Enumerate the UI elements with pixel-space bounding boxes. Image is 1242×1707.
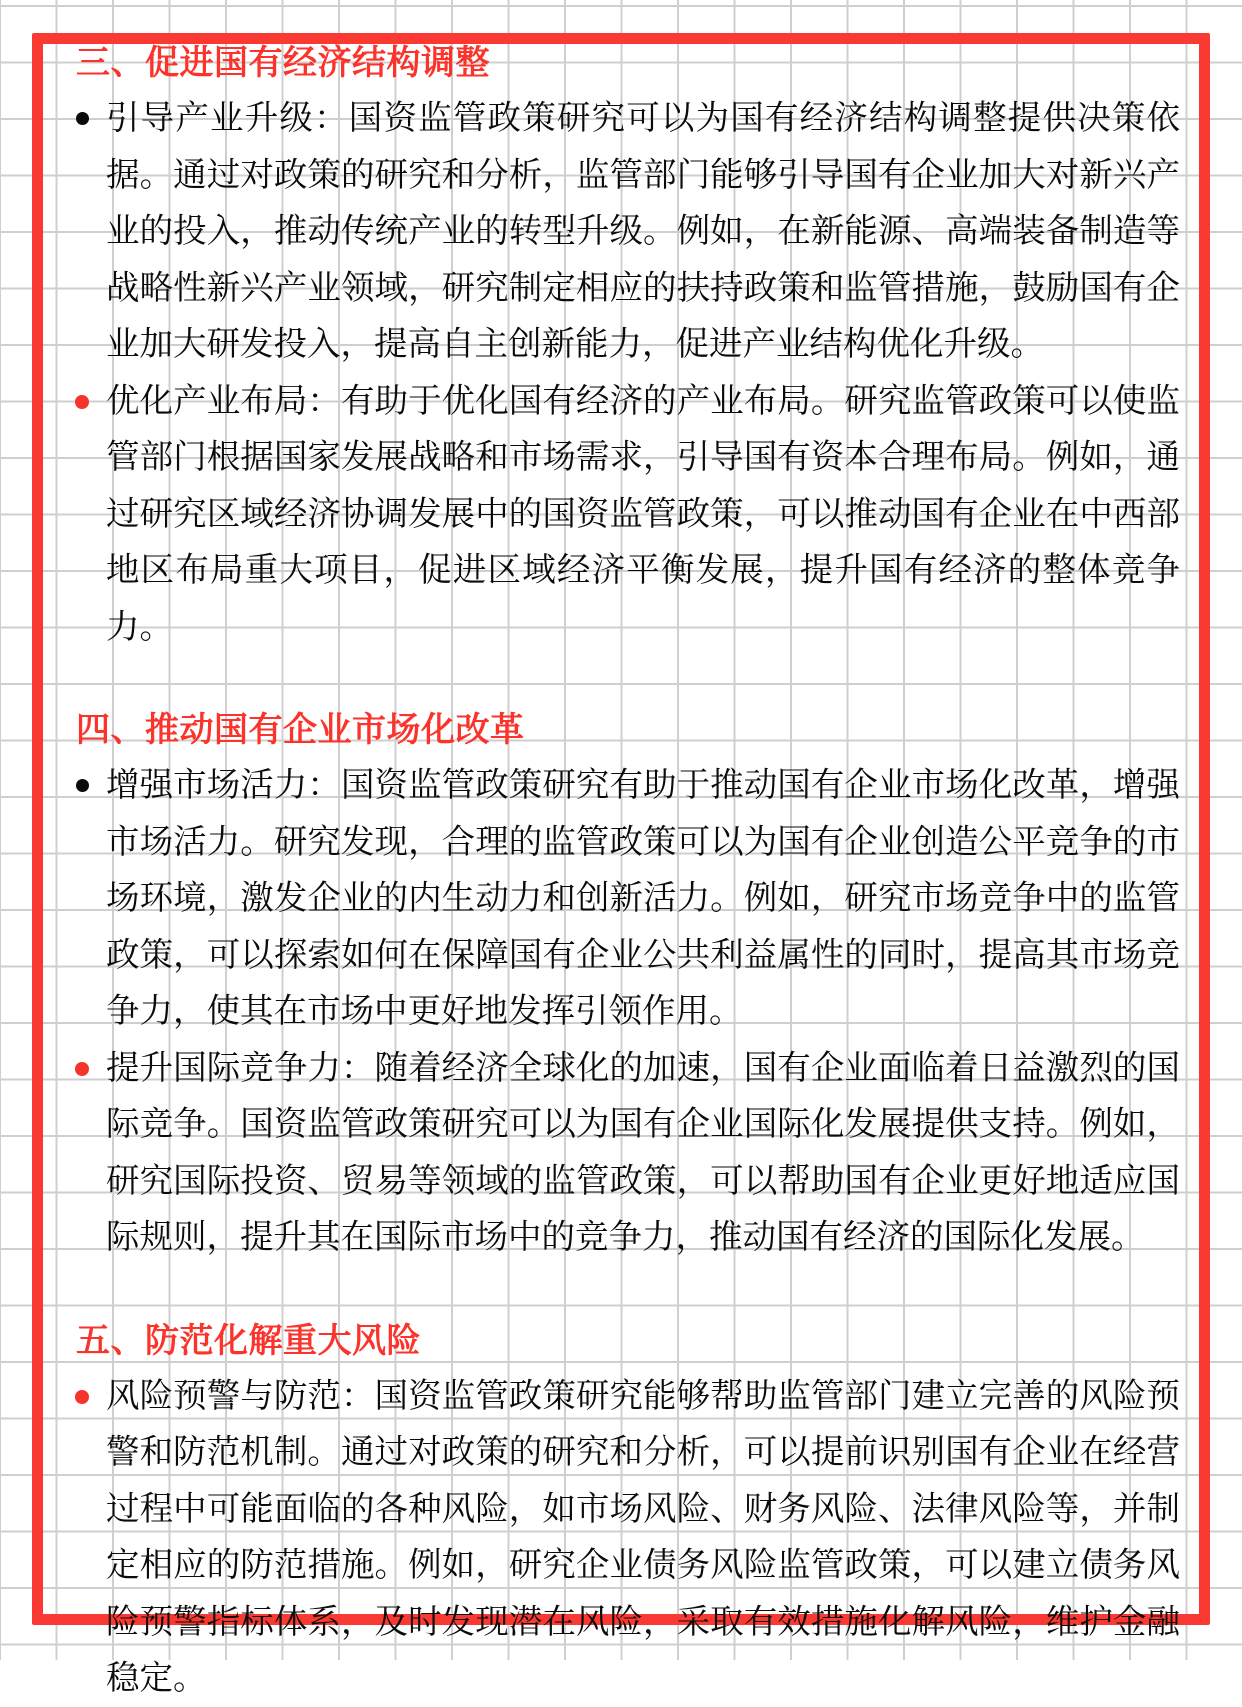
list-item-text: 风险预警与防范：国资监管政策研究能够帮助监管部门建立完善的风险预警和防范机制。通过对政策的研究和分析，可以提前识别国有企业在经营过程中可能面临的各种风险，如市场风险、财务风险、法律风险等，并制定相应的防范措施。例如，研究企业债务风险监管政策，可以建立债务风险预警指标体系，及时发现潜在风险，采取有效措施化解风险，维护金融稳定。 <box>106 1375 1180 1697</box>
section-four <box>58 705 1180 1266</box>
note-content <box>46 38 1198 1697</box>
bullet-list <box>58 1368 1180 1707</box>
section-heading: 四、推动国有企业市场化改革 <box>76 710 525 750</box>
list-item <box>58 757 1180 1040</box>
section-three <box>58 38 1180 655</box>
bullet-dot-icon <box>76 112 89 125</box>
list-item <box>58 1368 1180 1707</box>
bullet-dot-icon <box>76 779 89 792</box>
bullet-list <box>58 757 1180 1266</box>
bullet-list <box>58 90 1180 655</box>
list-item-text: 引导产业升级：国资监管政策研究可以为国有经济结构调整提供决策依据。通过对政策的研究和分析，监管部门能够引导国有企业加大对新兴产业的投入，推动传统产业的转型升级。例如，在新能源、高端装备制造等战略性新兴产业领域，研究制定相应的扶持政策和监管措施，鼓励国有企业加大研发投入，提高自主创新能力，促进产业结构优化升级。 <box>106 98 1180 363</box>
list-item <box>58 1040 1180 1266</box>
list-item-text: 提升国际竞争力：随着经济全球化的加速，国有企业面临着日益激烈的国际竞争。国资监管政策研究可以为国有企业国际化发展提供支持。例如，研究国际投资、贸易等领域的监管政策，可以帮助国有企业更好地适应国际规则，提升其在国际市场中的竞争力，推动国有经济的国际化发展。 <box>106 1047 1180 1256</box>
list-item <box>58 373 1180 656</box>
list-item <box>58 90 1180 373</box>
section-five <box>58 1316 1180 1707</box>
section-heading: 五、防范化解重大风险 <box>76 1320 421 1361</box>
bullet-dot-icon <box>75 1062 89 1076</box>
section-heading: 三、促进国有经济结构调整 <box>76 43 490 83</box>
list-item-text: 优化产业布局：有助于优化国有经济的产业布局。研究监管政策可以使监管部门根据国家发展战略和市场需求，引导国有资本合理布局。例如，通过研究区域经济协调发展中的国资监管政策，可以推动国有企业在中西部地区布局重大项目，促进区域经济平衡发展，提升国有经济的整体竞争力。 <box>106 380 1180 646</box>
bullet-dot-icon <box>75 1390 89 1404</box>
bullet-dot-icon <box>75 395 89 409</box>
list-item-text: 增强市场活力：国资监管政策研究有助于推动国有企业市场化改革，增强市场活力。研究发现，合理的监管政策可以为国有企业创造公平竞争的市场环境，激发企业的内生动力和创新活力。例如，研究市场竞争中的监管政策，可以探索如何在保障国有企业公共利益属性的同时，提高其市场竞争力，使其在市场中更好地发挥引领作用。 <box>106 765 1180 1030</box>
